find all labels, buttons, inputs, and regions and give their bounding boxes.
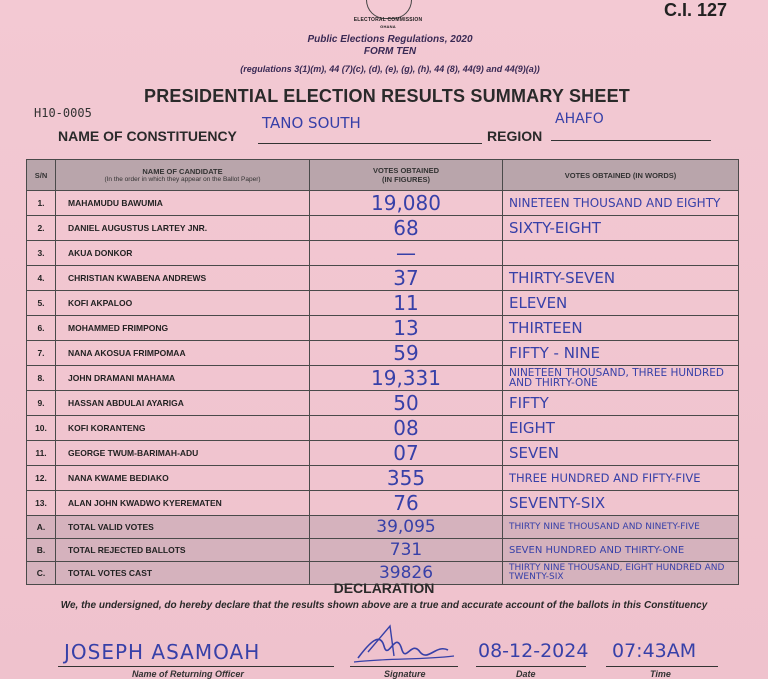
table-row — [27, 466, 739, 491]
row-words: SEVENTY-SIX — [503, 491, 739, 516]
table-header-row — [27, 160, 739, 191]
row-candidate: KOFI KORANTENG — [56, 416, 310, 441]
row-figures: 731 — [310, 539, 503, 562]
row-sn: 9. — [27, 391, 56, 416]
table-row — [27, 241, 739, 266]
row-candidate: GEORGE TWUM-BARIMAH-ADU — [56, 441, 310, 466]
row-words: THREE HUNDRED AND FIFTY-FIVE — [503, 466, 739, 491]
header-figures-label: VOTES OBTAINED — [372, 166, 440, 175]
constituency-underline — [258, 143, 482, 144]
total-row — [27, 516, 739, 539]
row-figures: 11 — [310, 291, 503, 316]
row-candidate: DANIEL AUGUSTUS LARTEY JNR. — [56, 216, 310, 241]
row-candidate: ALAN JOHN KWADWO KYEREMATEN — [56, 491, 310, 516]
row-words: NINETEEN THOUSAND, THREE HUNDRED AND THIRTY-ONE — [503, 366, 739, 391]
row-words: FIFTY - NINE — [503, 341, 739, 366]
regulations-title: Public Elections Regulations, 2020 — [307, 34, 473, 45]
row-candidate: KOFI AKPALOO — [56, 291, 310, 316]
region-underline — [551, 140, 711, 141]
row-figures: 59 — [310, 341, 503, 366]
time-label: Time — [650, 669, 671, 679]
header-candidate-sub: (In the order in which they appear on the Ballot Paper) — [104, 176, 261, 183]
row-words: THIRTY NINE THOUSAND AND NINETY-FIVE — [503, 516, 739, 539]
region-label: REGION — [487, 128, 543, 144]
page-title: PRESIDENTIAL ELECTION RESULTS SUMMARY SHEET — [144, 86, 630, 106]
row-words: SEVEN — [503, 441, 739, 466]
row-figures: 355 — [310, 466, 503, 491]
form-code: H10-0005 — [34, 106, 92, 120]
row-figures: 08 — [310, 416, 503, 441]
declaration-text: We, the undersigned, do hereby declare that the results shown above are a true and accurate account of the ballots in this Constituency — [60, 600, 708, 611]
officer-name-label: Name of Returning Officer — [132, 669, 244, 679]
table-row — [27, 391, 739, 416]
row-figures: 13 — [310, 316, 503, 341]
row-candidate: HASSAN ABDULAI AYARIGA — [56, 391, 310, 416]
header-figures-sub: (IN FIGURES) — [382, 175, 430, 184]
row-sn: 1. — [27, 191, 56, 216]
row-figures: 39,095 — [310, 516, 503, 539]
row-sn: 13. — [27, 491, 56, 516]
table-row — [27, 441, 739, 466]
header-candidate-label: NAME OF CANDIDATE — [142, 167, 223, 176]
row-sn: 2. — [27, 216, 56, 241]
date-value: 08-12-2024 — [478, 640, 589, 662]
header-figures — [310, 160, 503, 191]
row-sn: 3. — [27, 241, 56, 266]
row-candidate: CHRISTIAN KWABENA ANDREWS — [56, 266, 310, 291]
regulations-heading — [250, 34, 530, 58]
signature-underline — [350, 666, 458, 667]
table-row — [27, 266, 739, 291]
row-figures: — — [310, 241, 503, 266]
row-figures: 07 — [310, 441, 503, 466]
time-value: 07:43AM — [612, 640, 697, 662]
row-label: TOTAL VALID VOTES — [56, 516, 310, 539]
declaration-title: DECLARATION — [333, 580, 435, 596]
row-words: SIXTY-EIGHT — [503, 216, 739, 241]
date-underline — [476, 666, 586, 667]
row-candidate: MOHAMMED FRIMPONG — [56, 316, 310, 341]
row-words: EIGHT — [503, 416, 739, 441]
row-sn: B. — [27, 539, 56, 562]
row-sn: 4. — [27, 266, 56, 291]
row-words — [503, 241, 739, 266]
header-sn: S/N — [27, 160, 56, 191]
region-value: AHAFO — [555, 111, 604, 127]
table-row — [27, 291, 739, 316]
form-reference: C.I. 127 — [664, 0, 728, 20]
row-sn: 5. — [27, 291, 56, 316]
row-words: ELEVEN — [503, 291, 739, 316]
row-sn: 11. — [27, 441, 56, 466]
header-candidate — [56, 160, 310, 191]
row-sn: 7. — [27, 341, 56, 366]
row-figures: 39826 — [310, 562, 503, 585]
row-candidate: NANA KWAME BEDIAKO — [56, 466, 310, 491]
table-row — [27, 341, 739, 366]
row-words: THIRTY NINE THOUSAND, EIGHT HUNDRED AND TWENTY-SIX — [503, 562, 739, 585]
row-label: TOTAL VOTES CAST — [56, 562, 310, 585]
row-candidate: MAHAMUDU BAWUMIA — [56, 191, 310, 216]
country-name: GHANA — [380, 24, 396, 29]
row-figures: 19,080 — [310, 191, 503, 216]
row-sn: 6. — [27, 316, 56, 341]
form-number: FORM TEN — [363, 46, 417, 57]
results-table — [26, 159, 739, 585]
row-figures: 37 — [310, 266, 503, 291]
row-candidate: NANA AKOSUA FRIMPOMAA — [56, 341, 310, 366]
header-words: VOTES OBTAINED (IN WORDS) — [503, 160, 739, 191]
row-figures: 50 — [310, 391, 503, 416]
table-row — [27, 416, 739, 441]
row-candidate: AKUA DONKOR — [56, 241, 310, 266]
row-sn: A. — [27, 516, 56, 539]
commission-name: ELECTORAL COMMISSION — [353, 17, 423, 23]
table-row — [27, 316, 739, 341]
row-words: FIFTY — [503, 391, 739, 416]
date-label: Date — [516, 669, 536, 679]
row-figures: 68 — [310, 216, 503, 241]
time-underline — [606, 666, 718, 667]
row-words: NINETEEN THOUSAND AND EIGHTY — [503, 191, 739, 216]
row-figures: 19,331 — [310, 366, 503, 391]
signature-label: Signature — [384, 669, 426, 679]
table-row — [27, 491, 739, 516]
table-row — [27, 216, 739, 241]
row-candidate: JOHN DRAMANI MAHAMA — [56, 366, 310, 391]
constituency-value: TANO SOUTH — [262, 114, 361, 132]
row-sn: 12. — [27, 466, 56, 491]
row-sn: C. — [27, 562, 56, 585]
row-words: THIRTY-SEVEN — [503, 266, 739, 291]
row-label: TOTAL REJECTED BALLOTS — [56, 539, 310, 562]
signature-icon — [350, 622, 460, 668]
regulation-references: (regulations 3(1)(m), 44 (7)(c), (d), (e), (g), (h), 44 (8), 44(9) and 44(9)(a)) — [240, 64, 540, 74]
row-words: SEVEN HUNDRED AND THIRTY-ONE — [503, 539, 739, 562]
constituency-label: NAME OF CONSTITUENCY — [58, 128, 237, 144]
officer-name-value: JOSEPH ASAMOAH — [64, 640, 261, 664]
row-sn: 8. — [27, 366, 56, 391]
total-row — [27, 539, 739, 562]
row-figures: 76 — [310, 491, 503, 516]
table-row — [27, 366, 739, 391]
row-words: THIRTEEN — [503, 316, 739, 341]
row-sn: 10. — [27, 416, 56, 441]
officer-underline — [58, 666, 334, 667]
table-row — [27, 191, 739, 216]
